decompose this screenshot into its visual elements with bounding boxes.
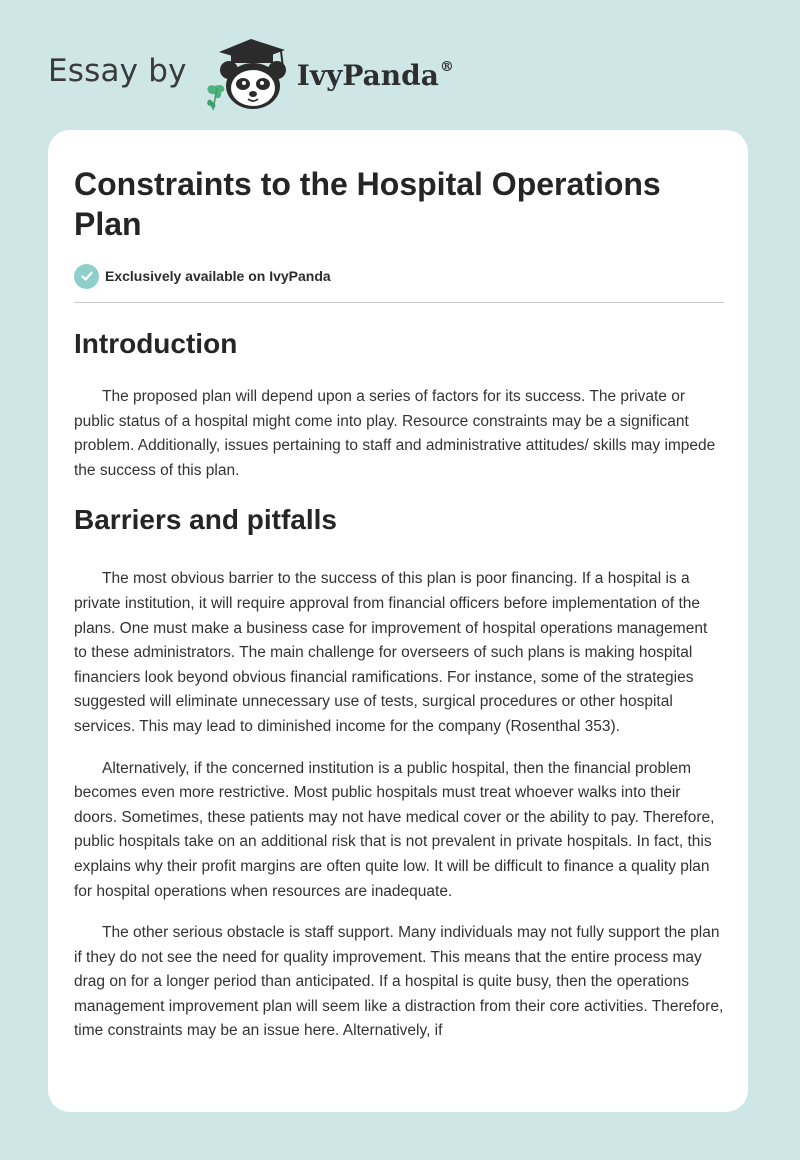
exclusive-badge: [74, 262, 724, 290]
essay-by-label: Essay by: [48, 53, 187, 89]
paragraph: The other serious obstacle is staff support. Many individuals may not fully support the plan if they do not see the need for quality improvement. This means that the entire process may drag on for a longer period than anticipated. If a hospital is quite busy, then the operations management improvement plan will seem like a distraction from their core activities. Therefore, time constraints may be an issue here. Alternatively, if: [74, 924, 724, 1040]
divider: [74, 302, 724, 303]
registered-mark: ®: [439, 58, 454, 75]
panda-logo-icon[interactable]: [201, 36, 293, 112]
section-heading-barriers: Barriers and pitfalls: [74, 504, 337, 536]
paragraph: Alternatively, if the concerned institution is a public hospital, then the financial problem becomes even more restrictive. Most public hospitals must treat whoever walks into their doors. Sometimes, these patients may not have medical cover or the ability to pay. Therefore, public hospitals take on an additional risk that is not prevalent in private hospitals. In fact, this explains why their profit margins are often quite low. It will be difficult to finance a quality plan for hospital operations when resources are inadequate.: [74, 759, 715, 900]
essay-card: [48, 130, 748, 1112]
brand-name[interactable]: IvyPanda®: [296, 58, 454, 92]
section-heading-introduction: Introduction: [74, 328, 238, 359]
check-icon: [74, 264, 99, 289]
site-header: [48, 34, 454, 114]
paragraph: The most obvious barrier to the success of this plan is poor financing. If a hospital is a private institution, it will require approval from financial officers before implementation of the plans. One must make a business case for improvement of hospital operations management to these administrators. The main challenge for overseers of such plans is making hospital financiers look beyond obvious financial ramifications. For instance, some of the strategies suggested will eliminate unnecessary use of tests, surgical procedures or other hospital services. This may lead to diminished income for the company (Rosenthal 353).: [74, 570, 708, 735]
paragraph: The proposed plan will depend upon a series of factors for its success. The private or public status of a hospital might come into play. Resource constraints may be a significant problem. Additionally, issues pertaining to staff and administrative attitudes/ skills may impede the success of this plan.: [74, 388, 716, 479]
essay-content: [74, 164, 724, 1044]
page-title: Constraints to the Hospital Operations Plan: [74, 166, 661, 242]
exclusive-label: Exclusively available on IvyPanda: [105, 268, 331, 284]
